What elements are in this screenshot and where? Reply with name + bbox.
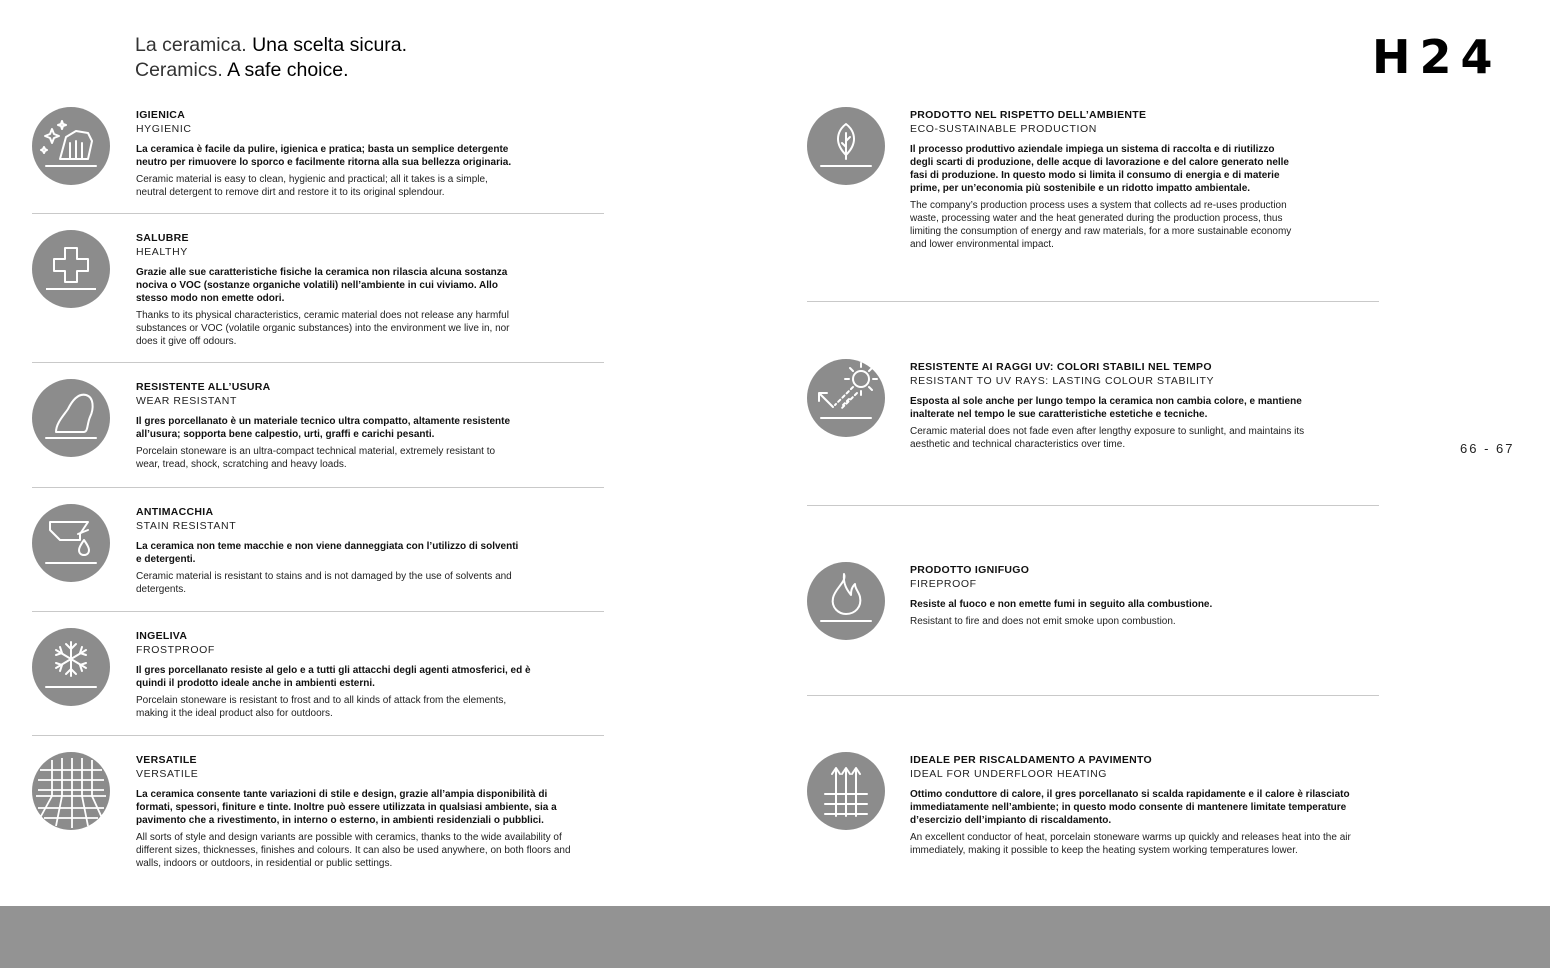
- feature-title-italian: PRODOTTO NEL RISPETTO DELL’AMBIENTE: [910, 109, 1147, 121]
- feature-text: [136, 753, 571, 870]
- feature-description-italian: La ceramica è facile da pulire, igienica e pratica; basta un semplice detergente neutro per rimuovere lo sporco e facilmente ritorna alla sua bellezza originaria.: [136, 144, 512, 168]
- feature-title-italian: PRODOTTO IGNIFUGO: [910, 564, 1030, 576]
- headline-italian-light: La ceramica.: [135, 34, 247, 56]
- flame-icon: [807, 562, 885, 640]
- underfloor-heating-icon: [807, 752, 885, 830]
- divider: [32, 362, 604, 363]
- divider: [807, 695, 1379, 696]
- feature-title-italian: IGIENICA: [136, 109, 186, 121]
- cleaning-hand-icon: [32, 107, 110, 185]
- feature-text: [136, 108, 521, 199]
- feature-title-italian: RESISTENTE AI RAGGI UV: COLORI STABILI NEL TEMPO: [910, 361, 1212, 373]
- feature-text: [910, 108, 1300, 251]
- divider: [32, 213, 604, 214]
- feature-description-english: An excellent conductor of heat, porcelain stoneware warms up quickly and releases heat into the air immediately, making it possible to keep the heating system working temperatures lower.: [910, 832, 1351, 856]
- feature-title-english: RESISTANT TO UV RAYS: LASTING COLOUR STABILITY: [910, 375, 1215, 387]
- feature-title-english: HYGIENIC: [136, 123, 192, 135]
- divider: [32, 735, 604, 736]
- feature-description-italian: Il gres porcellanato è un materiale tecnico ultra compatto, altamente resistente all’usura; sopporta bene calpestio, urti, graffi e carichi pesanti.: [136, 416, 511, 440]
- headline-english-bold: A safe choice.: [227, 59, 349, 81]
- feature-description-english: Thanks to its physical characteristics, ceramic material does not release any harmful substances or VOC (volatile organic substances) into the environment we live in, nor does it give off odours.: [136, 310, 510, 347]
- feature-text: [910, 753, 1380, 857]
- headline-english-light: Ceramics.: [135, 59, 223, 81]
- feature-description-english: The company’s production process uses a system that collects ad re-uses production waste, processing water and the heat generated during the production process, thus limiting the consumption of energy and raw materials, for a more sustainable economy and lower environmental impact.: [910, 200, 1292, 250]
- feature-description-italian: Il processo produttivo aziendale impiega un sistema di raccolta e di riutilizzo degli scarti di produzione, delle acque di lavorazione e del calore generato nelle fasi di produzione. In questo modo si limita il consumo di energia e di materie prime, per un’economia più sostenibile e un ridotto impatto ambientale.: [910, 144, 1289, 194]
- feature-description-english: Ceramic material is resistant to stains and is not damaged by the use of solvents and detergents.: [136, 571, 512, 595]
- feature-title-english: FIREPROOF: [910, 578, 977, 590]
- feature-title-italian: SALUBRE: [136, 232, 189, 244]
- feature-text: [136, 380, 521, 471]
- divider: [32, 487, 604, 488]
- feature-description-english: Ceramic material does not fade even after lengthy exposure to sunlight, and maintains its aesthetic and technical characteristics over time.: [910, 426, 1305, 450]
- headline-italian: [135, 33, 407, 58]
- feature-title-english: IDEAL FOR UNDERFLOOR HEATING: [910, 768, 1108, 780]
- feature-description-italian: La ceramica consente tante variazioni di stile e design, grazie all’ampia disponibilità di formati, spessori, finiture e tinte. Inoltre può essere utilizzata in qualsiasi ambiente, sia a pavimento che a rivestimento, in interno o esterno, in ambienti residenziali o pubblici.: [136, 789, 557, 826]
- headline-english: [135, 58, 407, 83]
- feature-description-italian: La ceramica non teme macchie e non viene danneggiata con l’utilizzo di solventi e detergenti.: [136, 541, 519, 565]
- divider: [32, 611, 604, 612]
- footer-band: [0, 906, 1550, 968]
- brand-logo: H24: [1372, 30, 1502, 84]
- feature-description-italian: Ottimo conduttore di calore, il gres porcellanato si scalda rapidamente e il calore è rilasciato immediatamente nell’ambiente; in questo modo consente di mantenere limitate temperature d’esercizio dell’impianto di riscaldamento.: [910, 789, 1350, 826]
- feature-description-italian: Esposta al sole anche per lungo tempo la ceramica non cambia colore, e mantiene inalterate nel tempo le sue caratteristiche estetiche e tecniche.: [910, 396, 1302, 420]
- feature-text: [136, 231, 521, 348]
- feature-text: [136, 629, 531, 720]
- health-cross-icon: [32, 230, 110, 308]
- stain-drop-icon: [32, 504, 110, 582]
- feature-title-italian: IDEALE PER RISCALDAMENTO A PAVIMENTO: [910, 754, 1153, 766]
- feature-title-english: WEAR RESISTANT: [136, 395, 237, 407]
- feature-description-english: Porcelain stoneware is resistant to frost and to all kinds of attack from the elements, making it the ideal product also for outdoors.: [136, 695, 507, 719]
- feature-description-italian: Resiste al fuoco e non emette fumi in seguito alla combustione.: [910, 599, 1213, 610]
- feature-title-english: ECO-SUSTAINABLE PRODUCTION: [910, 123, 1097, 135]
- feature-description-english: Porcelain stoneware is an ultra-compact technical material, extremely resistant to wear, tread, shock, scratching and heavy loads.: [136, 446, 496, 470]
- footprint-icon: [32, 379, 110, 457]
- feature-title-italian: INGELIVA: [136, 630, 188, 642]
- feature-title-italian: RESISTENTE ALL’USURA: [136, 381, 271, 393]
- feature-description-english: Resistant to fire and does not emit smoke upon combustion.: [910, 616, 1176, 627]
- feature-description-english: Ceramic material is easy to clean, hygienic and practical; all it takes is a simple, neutral detergent to remove dirt and restore it to its original splendour.: [136, 174, 488, 198]
- sun-rays-icon: [807, 359, 885, 437]
- feature-text: [136, 505, 521, 596]
- page-numbers: 66 - 67: [1460, 441, 1515, 456]
- leaf-icon: [807, 107, 885, 185]
- headline-italian-bold: Una scelta sicura.: [252, 34, 408, 56]
- divider: [807, 301, 1379, 302]
- feature-text: [910, 563, 1310, 628]
- page-headline: [135, 33, 407, 83]
- snowflake-icon: [32, 628, 110, 706]
- feature-text: [910, 360, 1310, 451]
- feature-title-italian: ANTIMACCHIA: [136, 506, 214, 518]
- divider: [807, 505, 1379, 506]
- tile-grid-icon: [32, 752, 110, 830]
- feature-description-english: All sorts of style and design variants are possible with ceramics, thanks to the wide availability of different sizes, thicknesses, finishes and colours. It can also be used anywhere, on both floors and walls, indoors or outdoors, in residential or public settings.: [136, 832, 571, 869]
- feature-title-english: HEALTHY: [136, 246, 188, 258]
- feature-title-english: FROSTPROOF: [136, 644, 215, 656]
- feature-description-italian: Grazie alle sue caratteristiche fisiche la ceramica non rilascia alcuna sostanza nociva o VOC (sostanze organiche volatili) nell’ambiente in cui viviamo. Allo stesso modo non emette odori.: [136, 267, 508, 304]
- feature-title-italian: VERSATILE: [136, 754, 197, 766]
- feature-title-english: STAIN RESISTANT: [136, 520, 237, 532]
- feature-description-italian: Il gres porcellanato resiste al gelo e a tutti gli attacchi degli agenti atmosferici, ed è quindi il prodotto ideale anche in ambienti esterni.: [136, 665, 531, 689]
- feature-title-english: VERSATILE: [136, 768, 199, 780]
